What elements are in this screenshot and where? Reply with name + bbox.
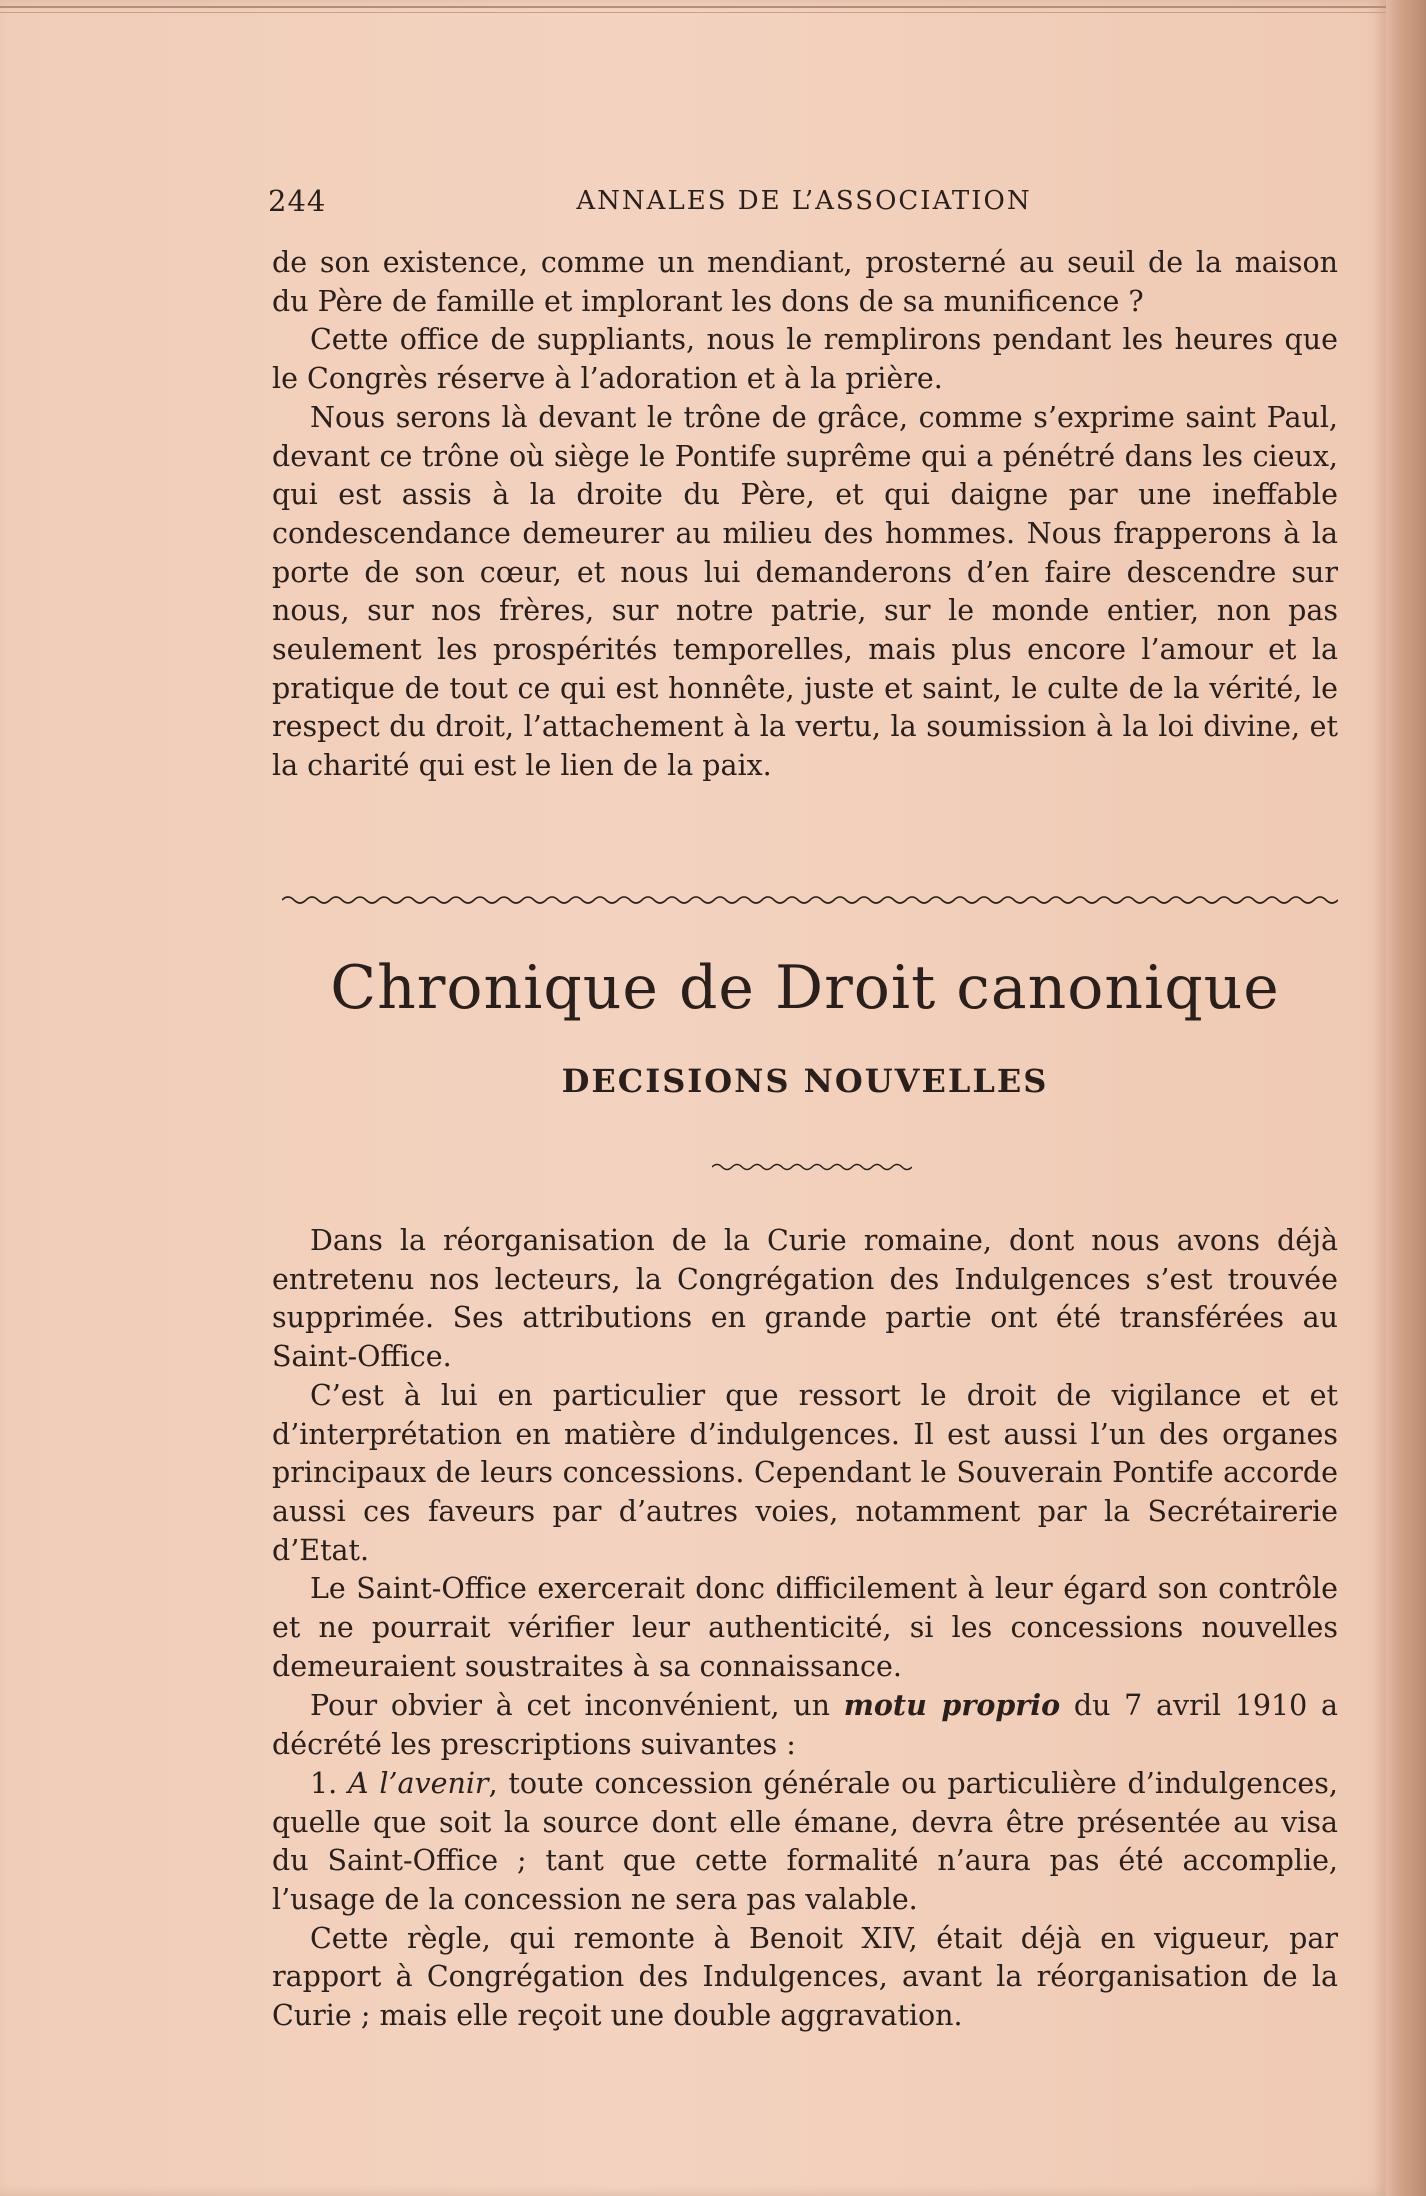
- wavy-separator-line: [282, 892, 1338, 908]
- section-title: Chronique de Droit canonique: [330, 953, 1280, 1023]
- paragraph: C’est à lui en particulier que ressort le droit de vigilance et et d’interprétation en matière d’indulgences. Il est aussi l’un des organes principaux de leurs concessions. Cependant le Souverain Pontife accorde aussi ces faveurs par d’autres voies, notamment par la Secrétairerie d’Etat.: [272, 1378, 1338, 1567]
- running-head: [268, 180, 1340, 230]
- page-edge-shadow: [1386, 0, 1426, 2196]
- paragraph: [272, 1686, 1338, 1764]
- emphasis-text: A l’avenir: [347, 1766, 489, 1800]
- paragraph: Cette office de suppliants, nous le remplirons pendant les heures que le Congrès réserve à l’adoration et à la prière.: [272, 323, 1338, 396]
- text-block-top: [272, 244, 1338, 786]
- page-number: 244: [268, 184, 327, 218]
- latin-term: motu proprio: [843, 1688, 1061, 1723]
- paragraph: Nous serons là devant le trône de grâce, comme s’exprime saint Paul, devant ce trône où siège le Pontife suprême qui a pénétré dans les cieux, qui est assis à la droite du Père, et qui daigne par une ineffable condescendance demeurer au milieu des hommes. Nous frapperons à la porte de son cœur, et nous lui demanderons d’en faire descendre sur nous, sur nos frères, sur notre patrie, sur le monde entier, non pas seulement les prospérités temporelles, mais plus encore l’amour et la pratique de tout ce qui est honnête, juste et saint, le culte de la vérité, le respect du droit, l’attachement à la vertu, la soumission à la loi divine, et la charité qui est le lien de la paix.: [272, 400, 1338, 783]
- paragraph-text: Pour obvier à cet inconvénient, un: [310, 1689, 844, 1723]
- paragraph: de son existence, comme un mendiant, prosterné au seuil de la maison du Père de famille et implorant les dons de sa munificence ?: [272, 246, 1338, 318]
- paragraph: Dans la réorganisation de la Curie romaine, dont nous avons déjà entretenu nos lecteurs, la Congrégation des Indulgences s’est trouvée supprimée. Ses attributions en grande partie ont été transférées au Saint-Office.: [272, 1224, 1338, 1374]
- section-subtitle: DECISIONS NOUVELLES: [561, 1062, 1049, 1100]
- paragraph: [272, 1765, 1338, 1920]
- running-title: ANNALES DE L’ASSOCIATION: [576, 186, 1032, 216]
- top-edge-rule-secondary: [0, 12, 1400, 13]
- small-wavy-ornament: [712, 1160, 912, 1174]
- paragraph-text: du 7 avril 1910 a décrété les prescriptions suivantes :: [272, 1689, 1338, 1762]
- list-number: 1.: [310, 1766, 348, 1800]
- paragraph: Cette règle, qui remonte à Benoit XIV, était déjà en vigueur, par rapport à Congrégation des Indulgences, avant la réorganisation de la Curie ; mais elle reçoit une double aggravation.: [272, 1921, 1338, 2033]
- paragraph: Le Saint-Office exercerait donc difficilement à leur égard son contrôle et ne pourrait vérifier leur authenticité, si les concessions nouvelles demeuraient soustraites à sa connaissance.: [272, 1572, 1338, 1683]
- text-block-bottom: [272, 1222, 1338, 2036]
- top-edge-rule: [0, 6, 1400, 8]
- paragraph-text: , toute concession générale ou particulière d’indulgences, quelle que soit la source dont elle émane, devra être présentée au visa du Saint-Office ; tant que cette formalité n’aura pas été accomplie, l’usage de la concession ne sera pas valable.: [272, 1766, 1338, 1916]
